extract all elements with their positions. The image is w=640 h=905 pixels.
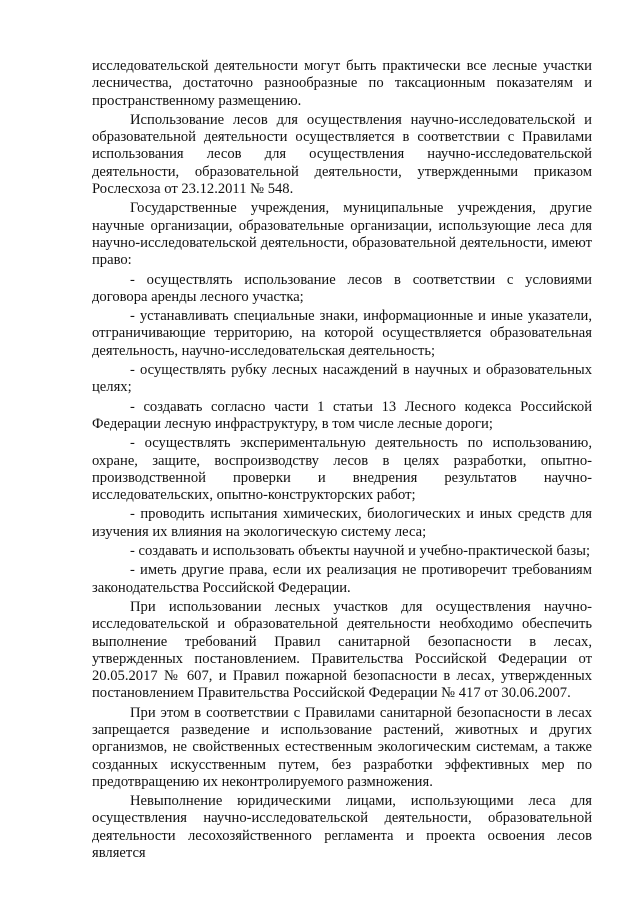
list-item: - устанавливать специальные знаки, информационные и иные указатели, отграничивающие территорию, на которой осуществляется образовательная деятельность, научно-исследовательская деятельность;	[92, 308, 592, 359]
list-item: - создавать согласно части 1 статьи 13 Лесного кодекса Российской Федерации лесную инфраструктуру, в том числе лесные дороги;	[92, 398, 592, 432]
paragraph-prohibition: При этом в соответствии с Правилами санитарной безопасности в лесах запрещается разведение и использование растений, животных и других организмов, не свойственных естественным экологическим системам, а также созданных искусственным путем, без разработки эффективных мер по предотвращению их неконтролируемого размножения.	[92, 704, 592, 790]
list-item: - создавать и использовать объекты научной и учебно-практической базы;	[130, 543, 591, 560]
paragraph-safety-rules: При использовании лесных участков для осуществления научно-исследовательской и образовательной деятельности необходимо обеспечить выполнение требований Правил санитарной безопасности в лесах, утвержденных постановлением. Правительства Российской Федерации от 20.05.2017 № 607, и Правил пожарной безопасности в лесах, утвержденных постановлением Правительства Российской Федерации № 417 от 30.06.2007.	[92, 598, 592, 702]
paragraph-usage-rules: Использование лесов для осуществления научно-исследовательской и образовательной деятельности осуществляется в соответствии с Правилами использования лесов для осуществления научно-исследовательской деятельности, образовательной деятельности, утвержденными приказом Рослесхоза от 23.12.2011 № 548.	[92, 111, 592, 198]
list-item: - осуществлять экспериментальную деятельность по использованию, охране, защите, воспроизводству лесов в целях разработки, опытно-производственной проверки и внедрения результатов научно-исследовательских, опытно-конструкторских работ;	[92, 435, 592, 504]
list-item: - иметь другие права, если их реализация не противоречит требованиям законодательства Российской Федерации.	[92, 562, 592, 596]
paragraph-rights-intro: Государственные учреждения, муниципальные учреждения, другие научные организации, образовательные организации, использующие леса для научно-исследовательской деятельности, образовательной деятельности, имеют право:	[92, 200, 592, 269]
paragraph-continuation: исследовательской деятельности могут быть практически все лесные участки лесничества, достаточно разнообразные по таксационным показателям и пространственному размещению.	[92, 58, 592, 109]
paragraph-liability: Невыполнение юридическими лицами, использующими леса для осуществления научно-исследовательской деятельности, образовательной деятельности лесохозяйственного регламента и проекта освоения лесов является	[92, 793, 592, 862]
list-item: - осуществлять рубку лесных насаждений в научных и образовательных целях;	[92, 362, 592, 396]
list-item: - проводить испытания химических, биологических и иных средств для изучения их влияния на экологическую систему леса;	[92, 506, 592, 540]
list-item: - осуществлять использование лесов в соответствии с условиями договора аренды лесного участка;	[92, 271, 592, 305]
document-page	[92, 58, 592, 864]
